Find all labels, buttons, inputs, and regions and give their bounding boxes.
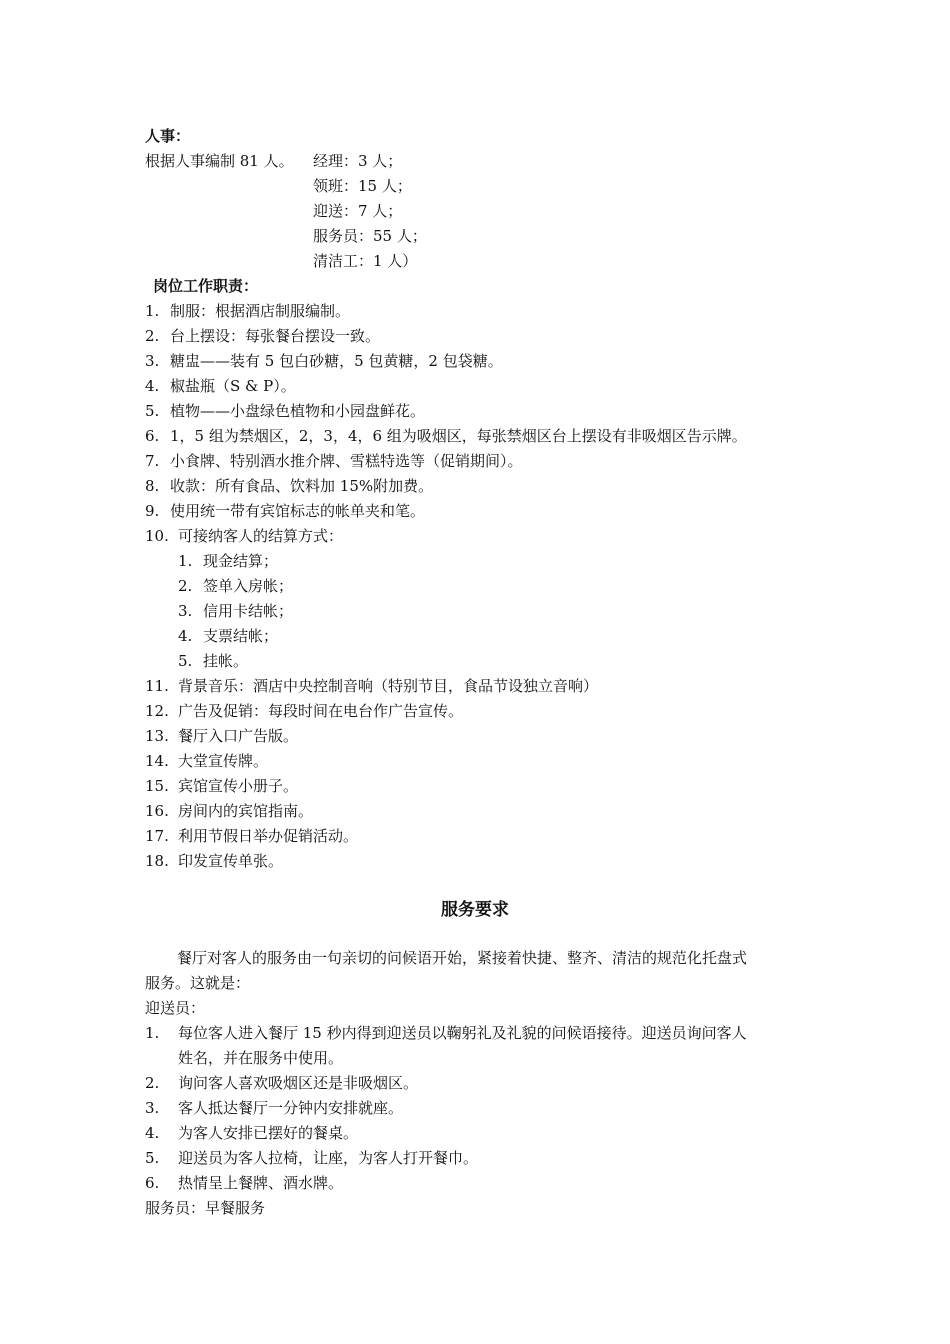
list-item-text: 支票结帐；	[203, 627, 279, 645]
list-item-number: 1.	[145, 302, 160, 320]
list-item-text: 客人抵达餐厅一分钟内安排就座。	[178, 1099, 404, 1117]
list-item-text: 签单入房帐；	[203, 577, 294, 595]
list-item-number: 4.	[145, 377, 160, 395]
staff-role: 经理：3 人；	[313, 152, 403, 170]
list-item-text: 热情呈上餐牌、酒水牌。	[178, 1174, 344, 1192]
waiter-heading: 服务员：早餐服务	[145, 1199, 266, 1217]
list-item-text: 宾馆宣传小册子。	[178, 777, 299, 795]
list-item-text: 挂帐。	[203, 652, 249, 670]
staff-role: 领班：15 人；	[313, 177, 412, 195]
list-item-text: 询问客人喜欢吸烟区还是非吸烟区。	[178, 1074, 419, 1092]
list-item-number: 11.	[145, 677, 169, 695]
list-item-text: 背景音乐：酒店中央控制音响（特别节目，食品节设独立音响）	[178, 677, 599, 695]
list-item-number: 8.	[145, 477, 160, 495]
list-item-text: 信用卡结帐；	[203, 602, 294, 620]
list-item-number: 2.	[178, 577, 193, 595]
list-item-number: 2.	[145, 1074, 160, 1092]
list-item-number: 5.	[145, 402, 160, 420]
list-item-text: 印发宣传单张。	[178, 852, 284, 870]
list-item-text: 糖盅——装有 5 包白砂糖，5 包黄糖，2 包袋糖。	[170, 352, 503, 370]
list-item-text: 为客人安排已摆好的餐桌。	[178, 1124, 359, 1142]
list-item-text: 台上摆设：每张餐台摆设一致。	[170, 327, 381, 345]
service-paragraph-line: 餐厅对客人的服务由一句亲切的问候语开始，紧接着快捷、整齐、清洁的规范化托盘式	[177, 949, 748, 967]
list-item-number: 10.	[145, 527, 169, 545]
list-item-number: 4.	[145, 1124, 160, 1142]
greeter-heading: 迎送员：	[145, 999, 206, 1017]
list-item-number: 5.	[178, 652, 193, 670]
staff-heading: 人事：	[145, 127, 191, 145]
list-item-text: 每位客人进入餐厅 15 秒内得到迎送员以鞠躬礼及礼貌的问候语接待。迎送员询问客人	[178, 1024, 747, 1042]
list-item-number: 3.	[145, 1099, 160, 1117]
list-item-text: 利用节假日举办促销活动。	[178, 827, 359, 845]
service-title: 服务要求	[441, 900, 509, 920]
list-item-text: 小食牌、特别酒水推介牌、雪糕特选等（促销期间）。	[170, 452, 523, 470]
list-item-number: 5.	[145, 1149, 160, 1167]
list-item-text: 现金结算；	[203, 552, 279, 570]
list-item-text: 迎送员为客人拉椅，让座，为客人打开餐巾。	[178, 1149, 479, 1167]
list-item-text: 制服：根据酒店制服编制。	[170, 302, 351, 320]
staff-role: 清洁工：1 人）	[313, 252, 418, 270]
list-item-number: 18.	[145, 852, 169, 870]
list-item-number: 15.	[145, 777, 169, 795]
staff-role: 服务员：55 人；	[313, 227, 427, 245]
duties-heading: 岗位工作职责：	[153, 277, 259, 295]
list-item-number: 1.	[145, 1024, 160, 1042]
list-item-text: 可接纳客人的结算方式：	[178, 527, 344, 545]
list-item-number: 6.	[145, 1174, 160, 1192]
list-item-number: 13.	[145, 727, 169, 745]
list-item-number: 7.	[145, 452, 160, 470]
list-item-text: 1，5 组为禁烟区，2，3，4，6 组为吸烟区，每张禁烟区台上摆设有非吸烟区告示牌。	[170, 427, 747, 445]
list-item-text: 餐厅入口广告版。	[178, 727, 299, 745]
list-item-number: 3.	[145, 352, 160, 370]
list-item-text: 植物——小盘绿色植物和小园盘鲜花。	[170, 402, 426, 420]
list-item-text: 广告及促销：每段时间在电台作广告宣传。	[178, 702, 464, 720]
list-item-text: 使用统一带有宾馆标志的帐单夹和笔。	[170, 502, 426, 520]
list-item-text: 椒盐瓶（S & P）。	[170, 377, 296, 395]
list-item-number: 12.	[145, 702, 169, 720]
staff-intro: 根据人事编制 81 人。	[145, 152, 294, 170]
list-item-number: 17.	[145, 827, 169, 845]
list-item-number: 6.	[145, 427, 160, 445]
list-item-text: 收款：所有食品、饮料加 15%附加费。	[170, 477, 434, 495]
list-item-number: 16.	[145, 802, 169, 820]
list-item-text: 房间内的宾馆指南。	[178, 802, 314, 820]
service-paragraph-line: 服务。这就是：	[145, 974, 251, 992]
list-item-number: 9.	[145, 502, 160, 520]
staff-role: 迎送：7 人；	[313, 202, 403, 220]
list-item-number: 14.	[145, 752, 169, 770]
list-item-number: 3.	[178, 602, 193, 620]
list-item-text: 大堂宣传牌。	[178, 752, 269, 770]
list-item-number: 2.	[145, 327, 160, 345]
list-item-number: 4.	[178, 627, 193, 645]
list-item-continuation: 姓名，并在服务中使用。	[178, 1049, 344, 1067]
list-item-number: 1.	[178, 552, 193, 570]
